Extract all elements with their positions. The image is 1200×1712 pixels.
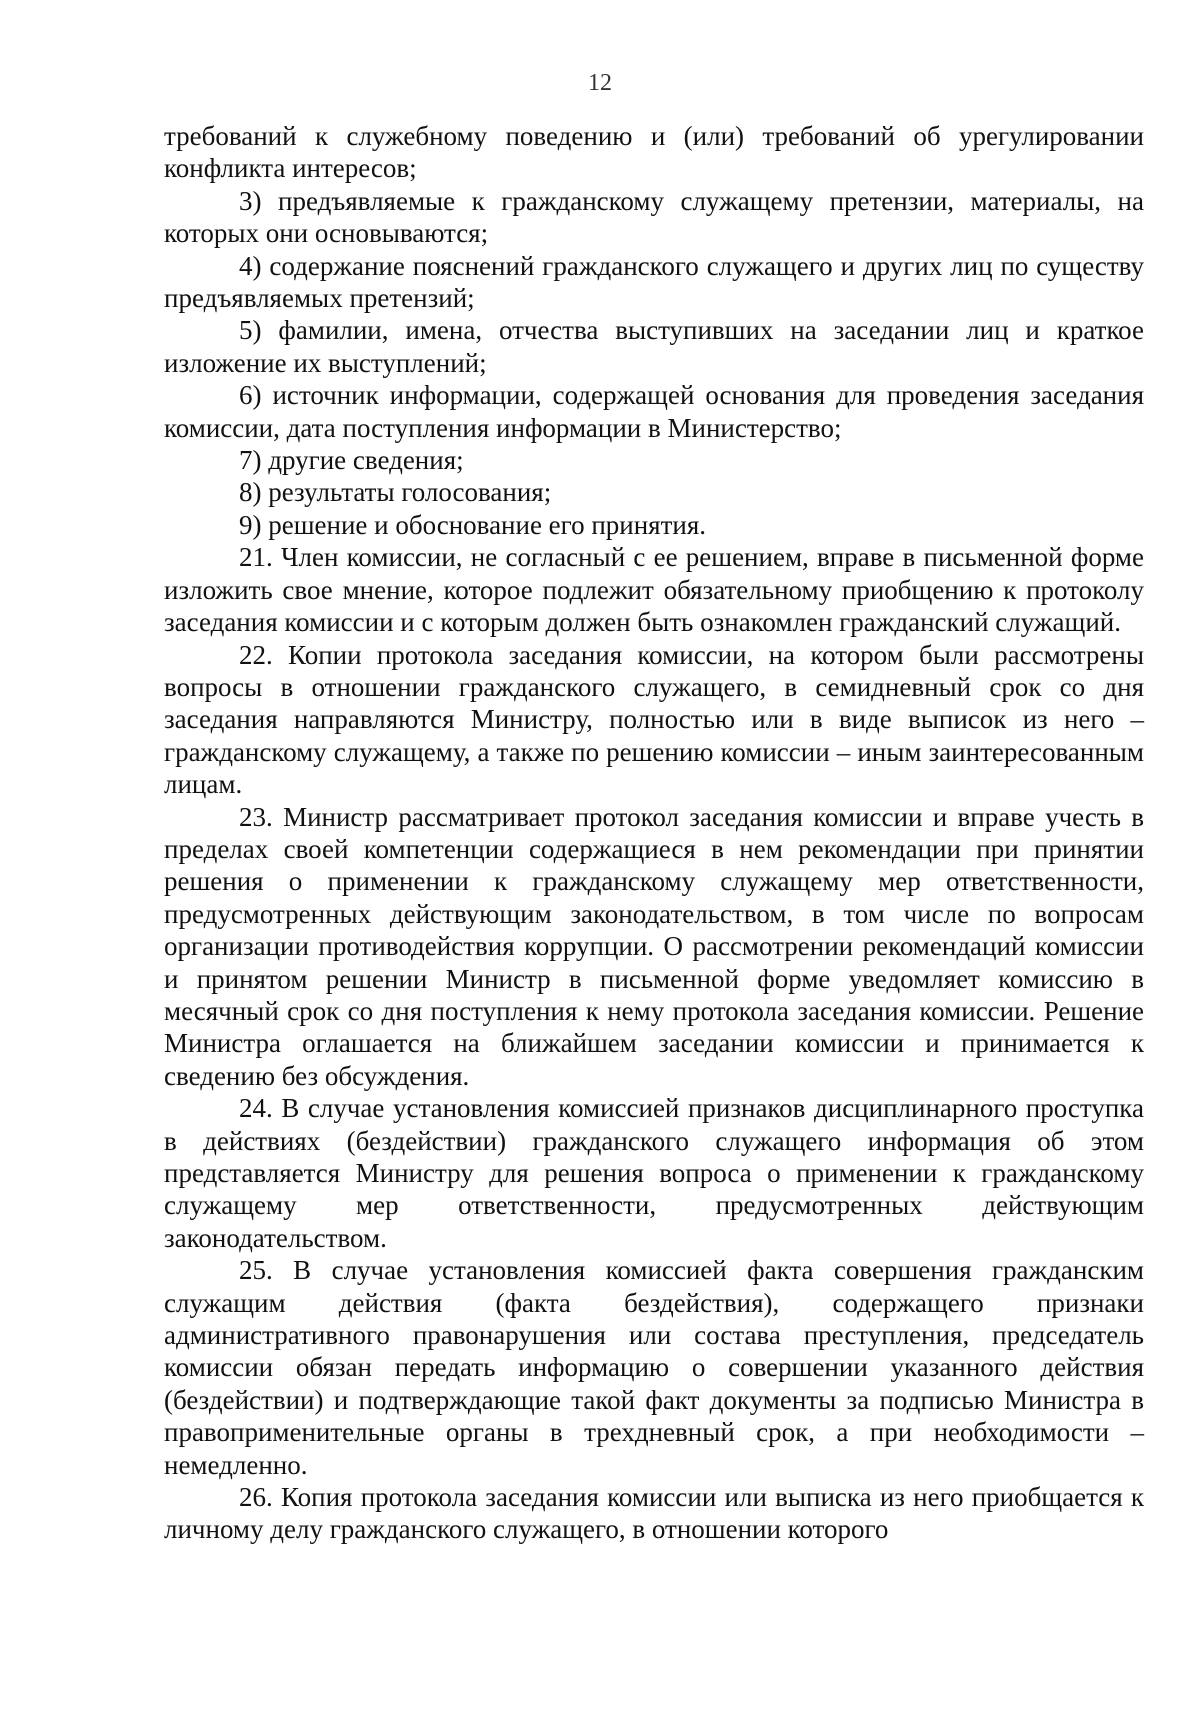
list-item-6: 6) источник информации, содержащей основания для проведения заседания комиссии, дата поступления информации в Министерство; <box>164 380 1144 443</box>
list-item-5: 5) фамилии, имена, отчества выступивших на заседании лиц и краткое изложение их выступлений; <box>164 315 1144 378</box>
list-item-8: 8) результаты голосования; <box>239 477 552 508</box>
clause-25: 25. В случае установления комиссией факта совершения гражданским служащим действия (факта бездействия), содержащего признаки административного правонарушения или состава преступления, председатель комиссии обязан передать информацию о совершении указанного действия (бездействии) и подтверждающие такой факт документы за подписью Министра в правоприменительные органы в трехдневный срок, а при необходимости – немедленно. <box>164 1255 1144 1480</box>
clause-22: 22. Копии протокола заседания комиссии, на котором были рассмотрены вопросы в отношении гражданского служащего, в семидневный срок со дня заседания направляются Министру, полностью или в виде выписок из него – гражданскому служащему, а также по решению комиссии – иным заинтересованным лицам. <box>164 639 1144 800</box>
clause-24: 24. В случае установления комиссией признаков дисциплинарного проступка в действиях (бездействии) гражданского служащего информация об этом представляется Министру для решения вопроса о применении к гражданскому служащему мер ответственности, предусмотренных действующим законодательством. <box>164 1093 1144 1253</box>
document-body <box>164 120 1144 1546</box>
list-item-7: 7) другие сведения; <box>239 445 464 476</box>
list-item-4: 4) содержание пояснений гражданского служащего и других лиц по существу предъявляемых претензий; <box>164 250 1144 314</box>
list-item-3: 3) предъявляемые к гражданскому служащему претензии, материалы, на которых они основываются; <box>164 185 1144 249</box>
clause-26: 26. Копия протокола заседания комиссии или выписка из него приобщается к личному делу гражданского служащего, в отношении которого <box>164 1482 1144 1545</box>
clause-23: 23. Министр рассматривает протокол заседания комиссии и вправе учесть в пределах своей компетенции содержащиеся в нем рекомендации при принятии решения о применении к гражданскому служащему мер ответственности, предусмотренных действующим законодательством, в том числе по вопросам организации противодействия коррупции. О рассмотрении рекомендаций комиссии и принятом решении Министр в письменной форме уведомляет комиссию в месячный срок со дня поступления к нему протокола заседания комиссии. Решение Министра оглашается на ближайшем заседании комиссии и принимается к сведению без обсуждения. <box>164 801 1144 1091</box>
page-number: 12 <box>588 70 612 96</box>
clause-21: 21. Член комиссии, не согласный с ее решением, вправе в письменной форме изложить свое мнение, которое подлежит обязательному приобщению к протоколу заседания комиссии и с которым должен быть ознакомлен гражданский служащий. <box>164 542 1144 638</box>
paragraph-continuation: требований к служебному поведению и (или) требований об урегулировании конфликта интересов; <box>164 121 1144 184</box>
list-item-9: 9) решение и обоснование его принятия. <box>239 509 707 540</box>
